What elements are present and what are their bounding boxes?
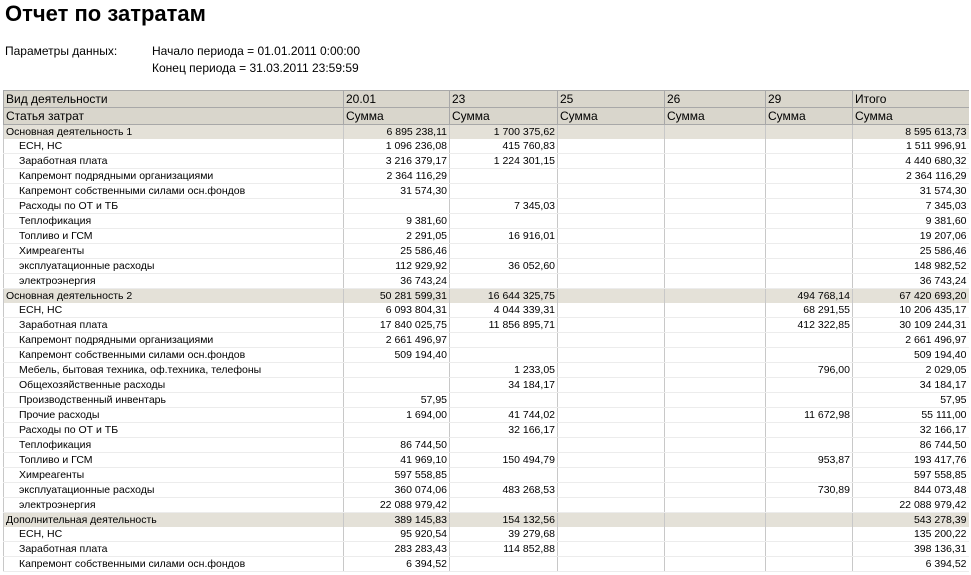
row-label-cell: электроэнергия [4,274,344,289]
period-start: Начало периода = 01.01.2011 0:00:00 [152,44,360,58]
table-row [4,259,969,274]
table-row [4,453,969,468]
amount-cell [558,527,665,542]
amount-cell [450,557,558,572]
amount-cell [766,199,853,214]
amount-cell [558,438,665,453]
amount-cell [766,139,853,154]
amount-cell [558,423,665,438]
table-row [4,199,969,214]
amount-cell [344,423,450,438]
amount-cell: 7 345,03 [450,199,558,214]
amount-cell [766,498,853,513]
row-label-cell: Топливо и ГСМ [4,229,344,244]
amount-cell [558,557,665,572]
amount-cell [558,408,665,423]
amount-cell [558,318,665,333]
amount-cell [665,468,766,483]
amount-cell: 41 744,02 [450,408,558,423]
amount-cell: 57,95 [853,393,969,408]
row-label-cell: Дополнительная деятельность [4,513,344,528]
amount-cell: 2 029,05 [853,363,969,378]
amount-cell: 1 233,05 [450,363,558,378]
amount-cell [558,542,665,557]
amount-cell: 9 381,60 [344,214,450,229]
cost-report-table [3,90,969,572]
amount-cell: 2 364 116,29 [853,169,969,184]
amount-cell [450,244,558,259]
amount-cell [558,303,665,318]
amount-cell: 86 744,50 [344,438,450,453]
amount-cell [558,125,665,140]
table-row [4,557,969,572]
row-label-cell: ЕСН, НС [4,139,344,154]
amount-cell: 283 283,43 [344,542,450,557]
amount-cell: 154 132,56 [450,513,558,528]
amount-cell: 6 394,52 [344,557,450,572]
amount-cell [558,154,665,169]
row-label-cell: Химреагенты [4,244,344,259]
amount-cell [766,244,853,259]
table-row [4,318,969,333]
amount-cell [766,438,853,453]
amount-cell [558,199,665,214]
amount-cell: 50 281 599,31 [344,289,450,304]
table-row [4,229,969,244]
amount-cell: 25 586,46 [853,244,969,259]
amount-cell: 26 [665,91,766,108]
amount-cell [665,393,766,408]
amount-cell [344,378,450,393]
table-row [4,333,969,348]
amount-cell [558,274,665,289]
amount-cell [450,184,558,199]
amount-cell [558,453,665,468]
amount-cell: 16 916,01 [450,229,558,244]
amount-cell: 16 644 325,75 [450,289,558,304]
table-row [4,438,969,453]
amount-cell: Сумма [665,108,766,125]
row-label-cell: Мебель, бытовая техника, оф.техника, телефоны [4,363,344,378]
amount-cell: 7 345,03 [853,199,969,214]
amount-cell: 11 856 895,71 [450,318,558,333]
table-row [4,542,969,557]
amount-cell [558,169,665,184]
amount-cell [558,139,665,154]
amount-cell: 86 744,50 [853,438,969,453]
amount-cell: 389 145,83 [344,513,450,528]
amount-cell [766,169,853,184]
amount-cell [766,393,853,408]
amount-cell [558,498,665,513]
amount-cell: 36 052,60 [450,259,558,274]
amount-cell [665,542,766,557]
amount-cell: Сумма [450,108,558,125]
amount-cell: 150 494,79 [450,453,558,468]
table-row [4,154,969,169]
amount-cell: 55 111,00 [853,408,969,423]
table-header-row-accounts [4,91,969,108]
amount-cell: 1 700 375,62 [450,125,558,140]
amount-cell [766,513,853,528]
amount-cell [558,259,665,274]
amount-cell [450,468,558,483]
amount-cell: 1 096 236,08 [344,139,450,154]
amount-cell: 796,00 [766,363,853,378]
amount-cell [766,274,853,289]
row-label-cell: Заработная плата [4,154,344,169]
amount-cell: 114 852,88 [450,542,558,557]
row-label-cell: Капремонт собственными силами осн.фондов [4,348,344,363]
amount-cell [766,378,853,393]
amount-cell [450,348,558,363]
table-row [4,139,969,154]
row-label-cell: Капремонт подрядными организациями [4,169,344,184]
amount-cell: 412 322,85 [766,318,853,333]
table-row [4,483,969,498]
amount-cell [558,483,665,498]
amount-cell: 1 511 996,91 [853,139,969,154]
table-row [4,527,969,542]
row-label-cell: Расходы по ОТ и ТБ [4,423,344,438]
amount-cell: 29 [766,91,853,108]
amount-cell: 9 381,60 [853,214,969,229]
amount-cell: 148 982,52 [853,259,969,274]
row-label-cell: ЕСН, НС [4,303,344,318]
amount-cell [766,423,853,438]
amount-cell: Итого [853,91,969,108]
amount-cell: Сумма [344,108,450,125]
amount-cell [558,363,665,378]
amount-cell: 193 417,76 [853,453,969,468]
amount-cell [558,393,665,408]
amount-cell: 32 166,17 [853,423,969,438]
table-row [4,214,969,229]
amount-cell: 19 207,06 [853,229,969,244]
amount-cell [665,125,766,140]
amount-cell [665,289,766,304]
amount-cell [344,199,450,214]
amount-cell [766,348,853,363]
amount-cell [665,453,766,468]
group-row [4,513,969,528]
amount-cell [665,513,766,528]
amount-cell: 31 574,30 [344,184,450,199]
row-label-cell: Общехозяйственные расходы [4,378,344,393]
amount-cell: 57,95 [344,393,450,408]
amount-cell: 22 088 979,42 [344,498,450,513]
amount-cell [665,318,766,333]
table-row [4,468,969,483]
amount-cell [766,125,853,140]
row-label-cell: Основная деятельность 2 [4,289,344,304]
amount-cell: Сумма [766,108,853,125]
amount-cell [766,229,853,244]
amount-cell: 1 224 301,15 [450,154,558,169]
amount-cell: 25 586,46 [344,244,450,259]
amount-cell [558,513,665,528]
row-label-cell: Химреагенты [4,468,344,483]
row-label-cell: Теплофикация [4,438,344,453]
amount-cell: 17 840 025,75 [344,318,450,333]
amount-cell: 509 194,40 [344,348,450,363]
amount-cell [450,498,558,513]
amount-cell: 112 929,92 [344,259,450,274]
amount-cell [766,154,853,169]
row-label-cell: Капремонт подрядными организациями [4,333,344,348]
amount-cell [450,393,558,408]
amount-cell [665,378,766,393]
amount-cell [450,169,558,184]
amount-cell: 23 [450,91,558,108]
amount-cell [665,214,766,229]
amount-cell: 22 088 979,42 [853,498,969,513]
amount-cell [766,527,853,542]
amount-cell [558,333,665,348]
table-row [4,378,969,393]
amount-cell [665,244,766,259]
amount-cell: 36 743,24 [344,274,450,289]
amount-cell: 730,89 [766,483,853,498]
amount-cell: Сумма [558,108,665,125]
table-row [4,244,969,259]
amount-cell [665,154,766,169]
amount-cell: 41 969,10 [344,453,450,468]
amount-cell [665,423,766,438]
row-label-cell: Прочие расходы [4,408,344,423]
group-row [4,289,969,304]
amount-cell: 31 574,30 [853,184,969,199]
amount-cell [665,408,766,423]
params-label: Параметры данных: [5,44,118,58]
amount-cell [665,199,766,214]
amount-cell [665,139,766,154]
amount-cell [665,557,766,572]
amount-cell: 8 595 613,73 [853,125,969,140]
amount-cell [558,378,665,393]
row-label-cell: Производственный инвентарь [4,393,344,408]
amount-cell: 2 364 116,29 [344,169,450,184]
row-label-cell: Капремонт собственными силами осн.фондов [4,557,344,572]
amount-cell [558,289,665,304]
amount-cell [558,468,665,483]
amount-cell: 2 661 496,97 [853,333,969,348]
row-label-cell: Топливо и ГСМ [4,453,344,468]
table-row [4,169,969,184]
amount-cell: Сумма [853,108,969,125]
amount-cell [766,214,853,229]
table-row [4,274,969,289]
table-row [4,423,969,438]
amount-cell [766,184,853,199]
amount-cell: 597 558,85 [344,468,450,483]
amount-cell: 953,87 [766,453,853,468]
amount-cell: 95 920,54 [344,527,450,542]
amount-cell [766,468,853,483]
amount-cell: 3 216 379,17 [344,154,450,169]
amount-cell: 36 743,24 [853,274,969,289]
table-row [4,303,969,318]
amount-cell [558,348,665,363]
amount-cell [665,527,766,542]
table-row [4,184,969,199]
group-row [4,125,969,140]
amount-cell: 2 291,05 [344,229,450,244]
amount-cell: 6 895 238,11 [344,125,450,140]
amount-cell [450,438,558,453]
amount-cell: 34 184,17 [853,378,969,393]
amount-cell: 39 279,68 [450,527,558,542]
amount-cell: 483 268,53 [450,483,558,498]
amount-cell [665,483,766,498]
amount-cell: 25 [558,91,665,108]
amount-cell: 398 136,31 [853,542,969,557]
amount-cell: 4 044 339,31 [450,303,558,318]
amount-cell: 1 694,00 [344,408,450,423]
row-label-cell: ЕСН, НС [4,527,344,542]
report-title: Отчет по затратам [5,1,206,26]
row-label-cell: эксплуатационные расходы [4,259,344,274]
amount-cell [766,333,853,348]
table-row [4,393,969,408]
amount-cell: 360 074,06 [344,483,450,498]
amount-cell [450,333,558,348]
row-label-cell: Основная деятельность 1 [4,125,344,140]
amount-cell [344,363,450,378]
amount-cell: 2 661 496,97 [344,333,450,348]
row-label-cell: эксплуатационные расходы [4,483,344,498]
amount-cell [665,438,766,453]
amount-cell [665,229,766,244]
table-row [4,408,969,423]
amount-cell [766,542,853,557]
period-end: Конец периода = 31.03.2011 23:59:59 [152,61,359,75]
row-label-cell: Теплофикация [4,214,344,229]
table-header-row-sum [4,108,969,125]
amount-cell: 6 093 804,31 [344,303,450,318]
amount-cell: 597 558,85 [853,468,969,483]
amount-cell: 20.01 [344,91,450,108]
row-label-cell: Вид деятельности [4,91,344,108]
amount-cell: 509 194,40 [853,348,969,363]
row-label-cell: Статья затрат [4,108,344,125]
row-label-cell: Капремонт собственными силами осн.фондов [4,184,344,199]
amount-cell [665,184,766,199]
amount-cell: 543 278,39 [853,513,969,528]
amount-cell: 4 440 680,32 [853,154,969,169]
amount-cell [558,214,665,229]
amount-cell [665,274,766,289]
amount-cell [558,184,665,199]
amount-cell [665,303,766,318]
amount-cell [665,259,766,274]
amount-cell: 135 200,22 [853,527,969,542]
row-label-cell: Расходы по ОТ и ТБ [4,199,344,214]
amount-cell [450,274,558,289]
amount-cell: 415 760,83 [450,139,558,154]
amount-cell [766,259,853,274]
amount-cell: 34 184,17 [450,378,558,393]
amount-cell [665,498,766,513]
amount-cell [665,363,766,378]
amount-cell: 68 291,55 [766,303,853,318]
amount-cell [450,214,558,229]
amount-cell: 844 073,48 [853,483,969,498]
amount-cell: 6 394,52 [853,557,969,572]
row-label-cell: Заработная плата [4,318,344,333]
amount-cell [665,348,766,363]
table-row [4,498,969,513]
amount-cell [558,229,665,244]
amount-cell [665,333,766,348]
table-row [4,363,969,378]
row-label-cell: электроэнергия [4,498,344,513]
amount-cell: 30 109 244,31 [853,318,969,333]
amount-cell [766,557,853,572]
row-label-cell: Заработная плата [4,542,344,557]
amount-cell: 67 420 693,20 [853,289,969,304]
amount-cell: 494 768,14 [766,289,853,304]
amount-cell: 11 672,98 [766,408,853,423]
amount-cell [665,169,766,184]
amount-cell [558,244,665,259]
amount-cell: 10 206 435,17 [853,303,969,318]
amount-cell: 32 166,17 [450,423,558,438]
table-row [4,348,969,363]
